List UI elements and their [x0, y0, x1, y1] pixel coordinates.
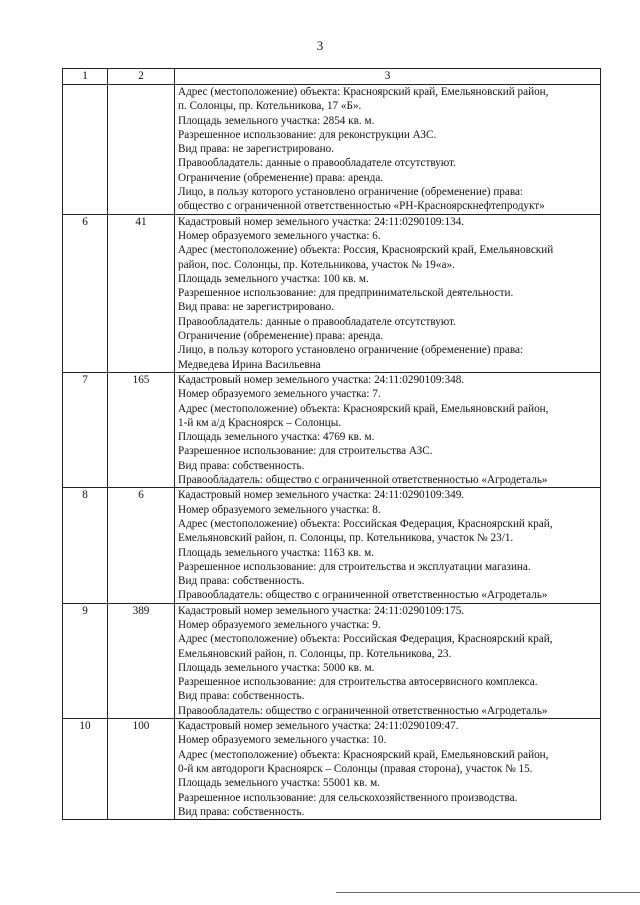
- description-line: Правообладатель: данные о правообладателе отсутствуют.: [178, 315, 456, 328]
- description-line: Номер образуемого земельного участка: 9.: [178, 618, 381, 631]
- description-line: Емельяновский район, п. Солонцы, пр. Котельникова, участок № 23/1.: [178, 532, 514, 545]
- description-line: 1-й км а/д Красноярск – Солонцы.: [178, 416, 342, 429]
- plot-description: [175, 603, 601, 718]
- table-row: [63, 85, 601, 215]
- row-number: 6: [63, 214, 108, 372]
- description-line: Емельяновский район, п. Солонцы, пр. Котельникова, 23.: [178, 647, 452, 660]
- plot-description: [175, 372, 601, 487]
- description-line: Кадастровый номер земельного участка: 24:11:0290109:175.: [178, 604, 465, 617]
- description-line: Адрес (местоположение) объекта: Россия, Красноярский край, Емельяновский: [178, 244, 554, 257]
- description-line: Разрешенное использование: для строительства АЗС.: [178, 445, 433, 458]
- description-line: Площадь земельного участка: 1163 кв. м.: [178, 546, 374, 559]
- description-line: Номер образуемого земельного участка: 7.: [178, 388, 381, 401]
- table-row: [63, 603, 601, 718]
- description-line: Адрес (местоположение) объекта: Красноярский край, Емельяновский район,: [178, 86, 549, 98]
- description-line: Кадастровый номер земельного участка: 24:11:0290109:349.: [178, 489, 465, 502]
- plot-id: 100: [108, 719, 175, 820]
- table-row: [63, 488, 601, 603]
- description-line: Вид права: собственность.: [178, 805, 305, 818]
- plot-description: [175, 214, 601, 372]
- bottom-rule: [336, 892, 640, 893]
- description-line: район, пос. Солонцы, пр. Котельникова, участок № 19«а».: [178, 258, 455, 271]
- description-line: Правообладатель: общество с ограниченной ответственностью «Агродеталь»: [178, 474, 548, 487]
- plot-description: [175, 85, 601, 215]
- description-line: Адрес (местоположение) объекта: Российская Федерация, Красноярский край,: [178, 517, 553, 530]
- plot-id: [108, 85, 175, 215]
- table-row: [63, 719, 601, 820]
- row-number: 7: [63, 372, 108, 487]
- description-line: Разрешенное использование: для предпринимательской деятельности.: [178, 287, 514, 300]
- description-line: Правообладатель: общество с ограниченной ответственностью «Агродеталь»: [178, 589, 548, 602]
- description-line: Площадь земельного участка: 100 кв. м.: [178, 272, 369, 285]
- description-line: Кадастровый номер земельного участка: 24:11:0290109:134.: [178, 215, 465, 228]
- description-line: Правообладатель: общество с ограниченной ответственностью «Агродеталь»: [178, 704, 548, 717]
- plot-id: 6: [108, 488, 175, 603]
- description-line: Разрешенное использование: для строительства автосервисного комплекса.: [178, 676, 538, 689]
- description-line: Разрешенное использование: для реконструкции АЗС.: [178, 128, 437, 141]
- description-line: Номер образуемого земельного участка: 8.: [178, 503, 381, 516]
- land-plots-table: [62, 68, 601, 820]
- table-row: [63, 372, 601, 487]
- description-line: Ограничение (обременение) права: аренда.: [178, 330, 384, 343]
- description-line: Разрешенное использование: для строительства и эксплуатации магазина.: [178, 560, 531, 573]
- description-line: Лицо, в пользу которого установлено ограничение (обременение) права:: [178, 344, 524, 357]
- description-line: Площадь земельного участка: 5000 кв. м.: [178, 661, 375, 674]
- column-header-2: 2: [108, 69, 175, 85]
- description-line: Медведева Ирина Васильевна: [178, 358, 321, 371]
- column-header-1: 1: [63, 69, 108, 85]
- description-line: Адрес (местоположение) объекта: Красноярский край, Емельяновский район,: [178, 748, 549, 761]
- plot-id: 41: [108, 214, 175, 372]
- table-row: [63, 214, 601, 372]
- description-line: Адрес (местоположение) объекта: Красноярский край, Емельяновский район,: [178, 402, 549, 415]
- description-line: Площадь земельного участка: 55001 кв. м.: [178, 777, 380, 790]
- description-line: п. Солонцы, пр. Котельникова, 17 «Б».: [178, 100, 362, 113]
- plot-id: 165: [108, 372, 175, 487]
- description-line: Вид права: собственность.: [178, 690, 305, 703]
- description-line: общество с ограниченной ответственностью «РН-Красноярскнефтепродукт»: [178, 200, 545, 213]
- description-line: Ограничение (обременение) права: аренда.: [178, 171, 384, 184]
- description-line: Вид права: собственность.: [178, 459, 305, 472]
- page-number: 3: [316, 38, 324, 53]
- row-number: [63, 85, 108, 215]
- description-line: Вид права: не зарегистрировано.: [178, 143, 334, 156]
- description-line: Вид права: собственность.: [178, 575, 305, 588]
- plot-id: 389: [108, 603, 175, 718]
- description-line: Номер образуемого земельного участка: 6.: [178, 229, 381, 242]
- plot-description: [175, 719, 601, 820]
- description-line: Адрес (местоположение) объекта: Российская Федерация, Красноярский край,: [178, 633, 553, 646]
- description-line: Кадастровый номер земельного участка: 24:11:0290109:47.: [178, 720, 459, 733]
- description-line: Номер образуемого земельного участка: 10.: [178, 734, 387, 747]
- table-header-row: [63, 69, 601, 85]
- description-line: Правообладатель: данные о правообладателе отсутствуют.: [178, 157, 456, 170]
- description-line: Площадь земельного участка: 4769 кв. м.: [178, 431, 375, 444]
- row-number: 9: [63, 603, 108, 718]
- description-line: Разрешенное использование: для сельскохозяйственного производства.: [178, 791, 518, 804]
- description-line: Лицо, в пользу которого установлено ограничение (обременение) права:: [178, 186, 524, 199]
- description-line: Площадь земельного участка: 2854 кв. м.: [178, 114, 375, 127]
- column-header-3: 3: [175, 69, 601, 85]
- plot-description: [175, 488, 601, 603]
- description-line: Вид права: не зарегистрировано.: [178, 301, 334, 314]
- row-number: 10: [63, 719, 108, 820]
- table-body: [63, 85, 601, 820]
- description-line: Кадастровый номер земельного участка: 24:11:0290109:348.: [178, 373, 465, 386]
- row-number: 8: [63, 488, 108, 603]
- description-line: 0-й км автодороги Красноярск – Солонцы (правая сторона), участок № 15.: [178, 762, 533, 775]
